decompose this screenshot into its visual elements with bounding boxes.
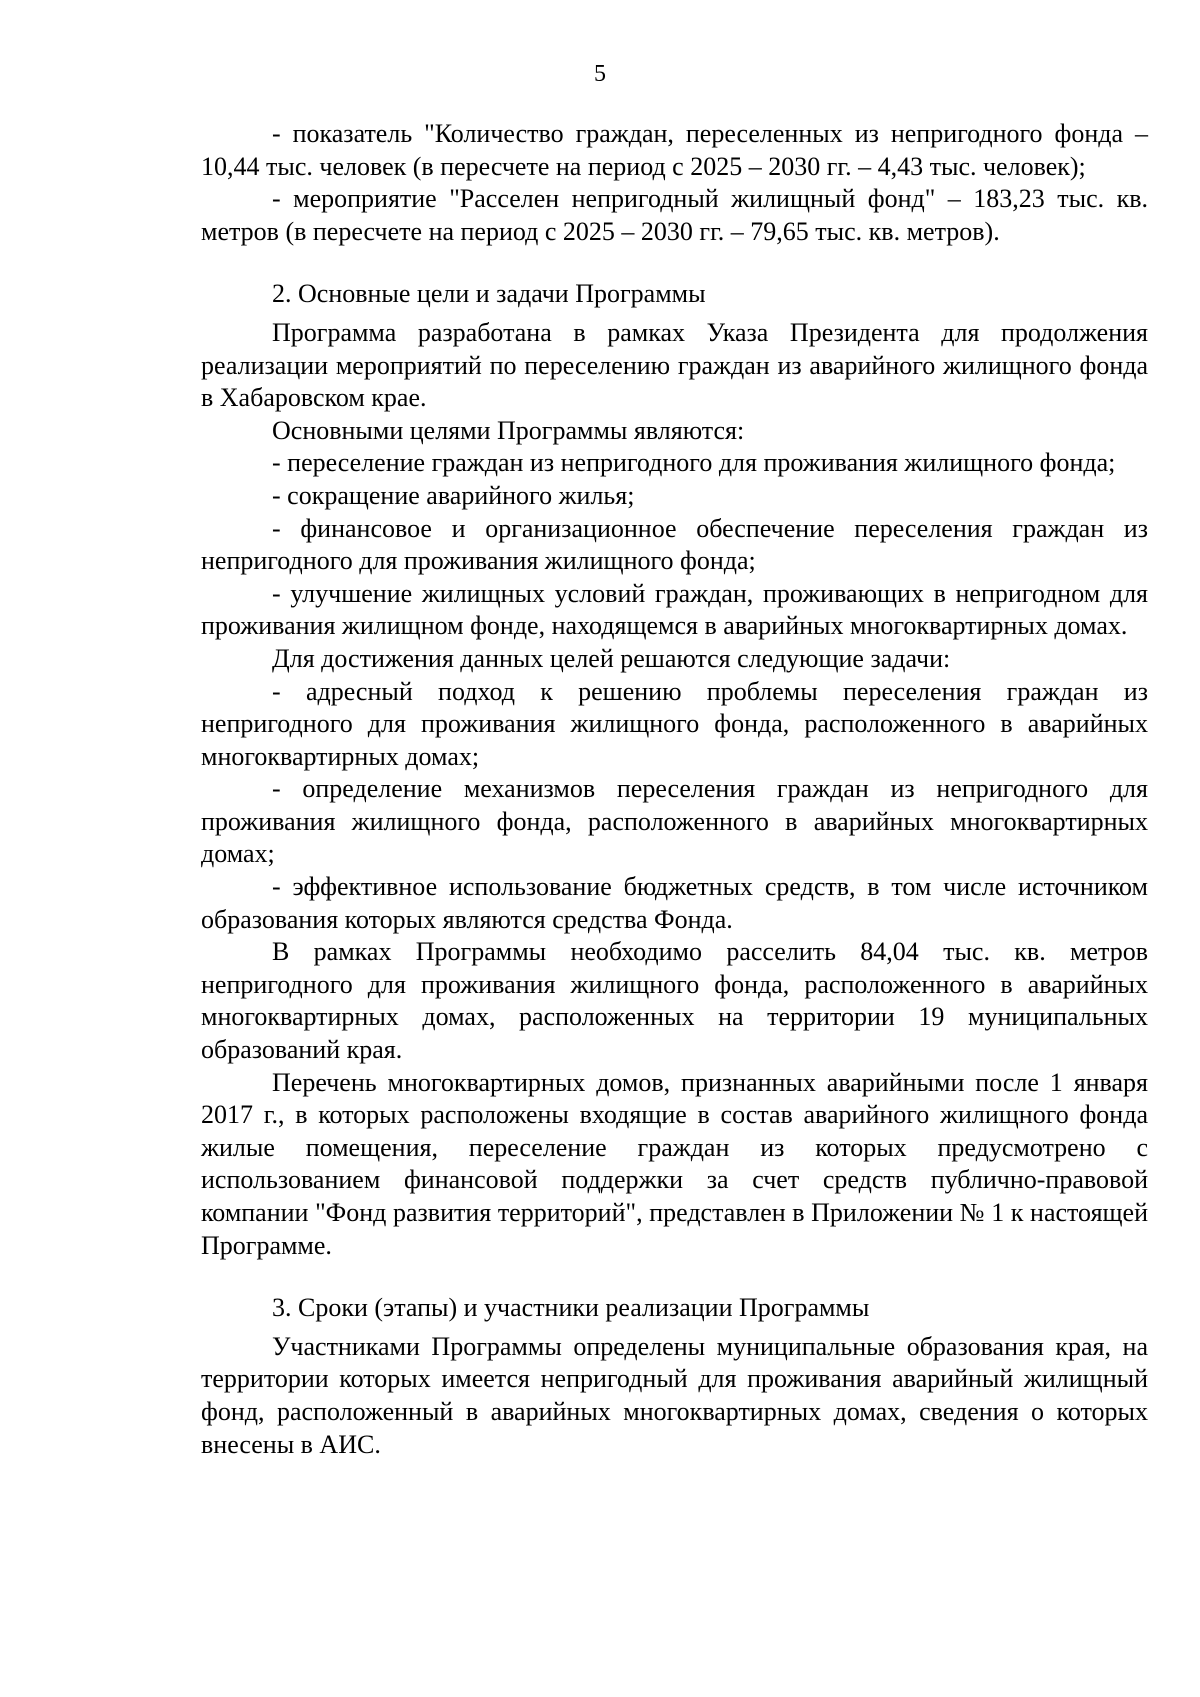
section-3-paragraph: Участниками Программы определены муниципальные образования края, на территории которых имеется непригодный для проживания аварийный жилищный фонд, расположенный в аварийных многоквартирных домах, сведения о которых внесены в АИС. [201, 1331, 1148, 1459]
page-number: 5 [594, 61, 606, 87]
section-2-paragraph: Программа разработана в рамках Указа Президента для продолжения реализации мероприятий по переселению граждан из аварийного жилищного фонда в Хабаровском крае. [201, 317, 1148, 413]
section-2-list-item: - переселение граждан из непригодного для проживания жилищного фонда; [272, 448, 1116, 478]
paragraph-indicator-citizens: - показатель "Количество граждан, переселенных из непригодного фонда – 10,44 тыс. человек (в пересчете на период с 2025 – 2030 гг. – 4,43 тыс. человек); [201, 119, 1148, 181]
section-2-paragraph: Для достижения данных целей решаются следующие задачи: [272, 643, 951, 673]
section-2-list-item: - сокращение аварийного жилья; [272, 480, 635, 510]
section-2-list-item: - определение механизмов переселения граждан из непригодного для проживания жилищного фонда, расположенного в аварийных многоквартирных домах; [201, 774, 1148, 869]
section-2-list-item: - адресный подход к решению проблемы переселения граждан из непригодного для проживания жилищного фонда, расположенного в аварийных многоквартирных домах; [201, 676, 1148, 771]
document-body [201, 118, 1148, 1461]
section-2-paragraph: Перечень многоквартирных домов, признанных аварийными после 1 января 2017 г., в которых расположены входящие в состав аварийного жилищного фонда жилые помещения, переселение граждан из которых предусмотрено с использованием финансовой поддержки за счет средств публично-правовой компании "Фонд развития территорий", представлен в Приложении № 1 к настоящей Программе. [201, 1067, 1148, 1260]
section-2-paragraph: Основными целями Программы являются: [272, 415, 745, 445]
section-2-list-item: - улучшение жилищных условий граждан, проживающих в непригодном для проживания жилищном фонде, находящемся в аварийных многоквартирных домах. [201, 578, 1148, 641]
section-2-heading: 2. Основные цели и задачи Программы [272, 279, 706, 309]
section-2-paragraph: В рамках Программы необходимо расселить 84,04 тыс. кв. метров непригодного для проживания жилищного фонда, расположенного в аварийных многоквартирных домах, расположенных на территории 19 муниципальных образований края. [201, 937, 1148, 1065]
paragraph-indicator-housing: - мероприятие "Расселен непригодный жилищный фонд" – 183,23 тыс. кв. метров (в пересчете на период с 2025 – 2030 гг. – 79,65 тыс. кв. метров). [201, 184, 1148, 246]
section-3-heading: 3. Сроки (этапы) и участники реализации Программы [272, 1293, 870, 1323]
section-2-list-item: - эффективное использование бюджетных средств, в том числе источником образования которых являются средства Фонда. [201, 872, 1148, 934]
section-2-list-item: - финансовое и организационное обеспечение переселения граждан из непригодного для проживания жилищного фонда; [201, 513, 1148, 576]
